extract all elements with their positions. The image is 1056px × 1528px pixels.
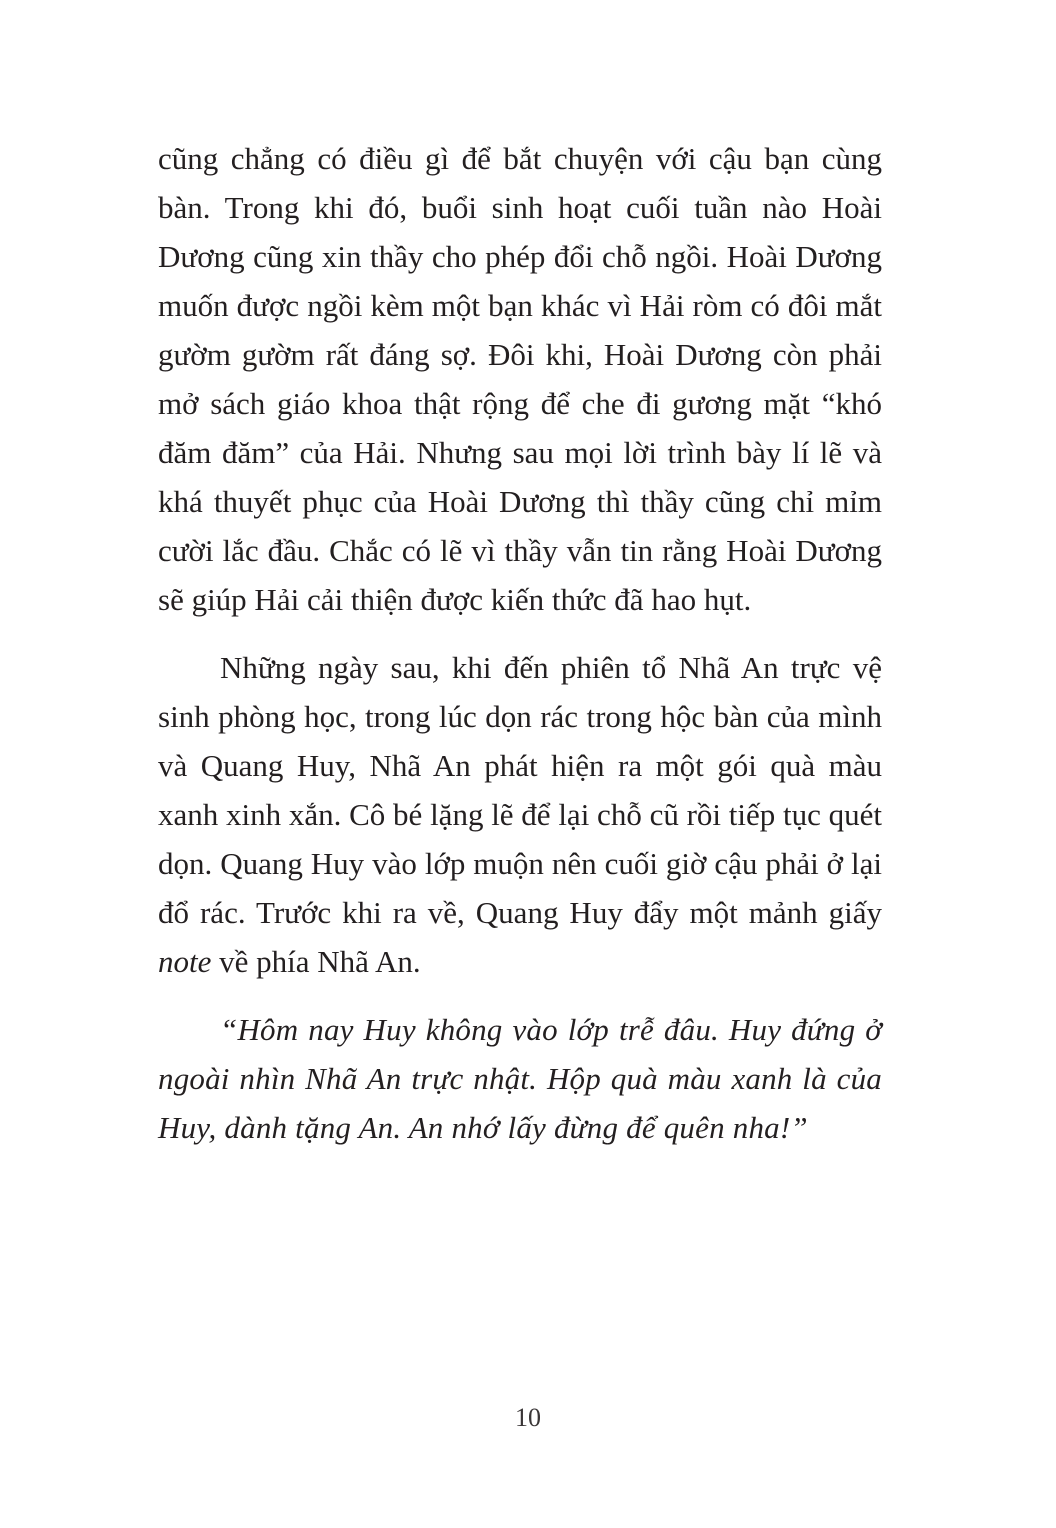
book-page-body [158,134,882,1171]
paragraph-hai-rom: cũng chẳng có điều gì để bắt chuyện với cậu bạn cùng bàn. Trong khi đó, buổi sinh hoạt cuối tuần nào Hoài Dương cũng xin thầy cho phép đổi chỗ ngồi. Hoài Dương muốn được ngồi kèm một bạn khác vì Hải ròm có đôi mắt gườm gườm rất đáng sợ. Đôi khi, Hoài Dương còn phải mở sách giáo khoa thật rộng để che đi gương mặt “khó đăm đăm” của Hải. Nhưng sau mọi lời trình bày lí lẽ và khá thuyết phục của Hoài Dương thì thầy cũng chỉ mỉm cười lắc đầu. Chắc có lẽ vì thầy vẫn tin rằng Hoài Dương sẽ giúp Hải cải thiện được kiến thức đã hao hụt. [158,141,882,617]
paragraph-text-start: Những ngày sau, khi đến phiên tổ Nhã An trực vệ sinh phòng học, trong lúc dọn rác trong hộc bàn của mình và Quang Huy, Nhã An phát hiện ra một gói quà màu xanh xinh xắn. Cô bé lặng lẽ để lại chỗ cũ rồi tiếp tục quét dọn. Quang Huy vào lớp muộn nên cuối giờ cậu phải ở lại đổ rác. Trước khi ra về, Quang Huy đẩy một mảnh giấy [158,650,882,930]
paragraph-note-quote: “Hôm nay Huy không vào lớp trễ đâu. Huy đứng ở ngoài nhìn Nhã An trực nhật. Hộp quà màu xanh là của Huy, dành tặng An. An nhớ lấy đừng để quên nha!” [158,1012,882,1145]
paragraph-gift-discovery [158,643,882,986]
paragraph-text-end: về phía Nhã An. [211,944,421,979]
page-number: 10 [515,1403,541,1432]
emphasis-note: note [158,944,212,979]
